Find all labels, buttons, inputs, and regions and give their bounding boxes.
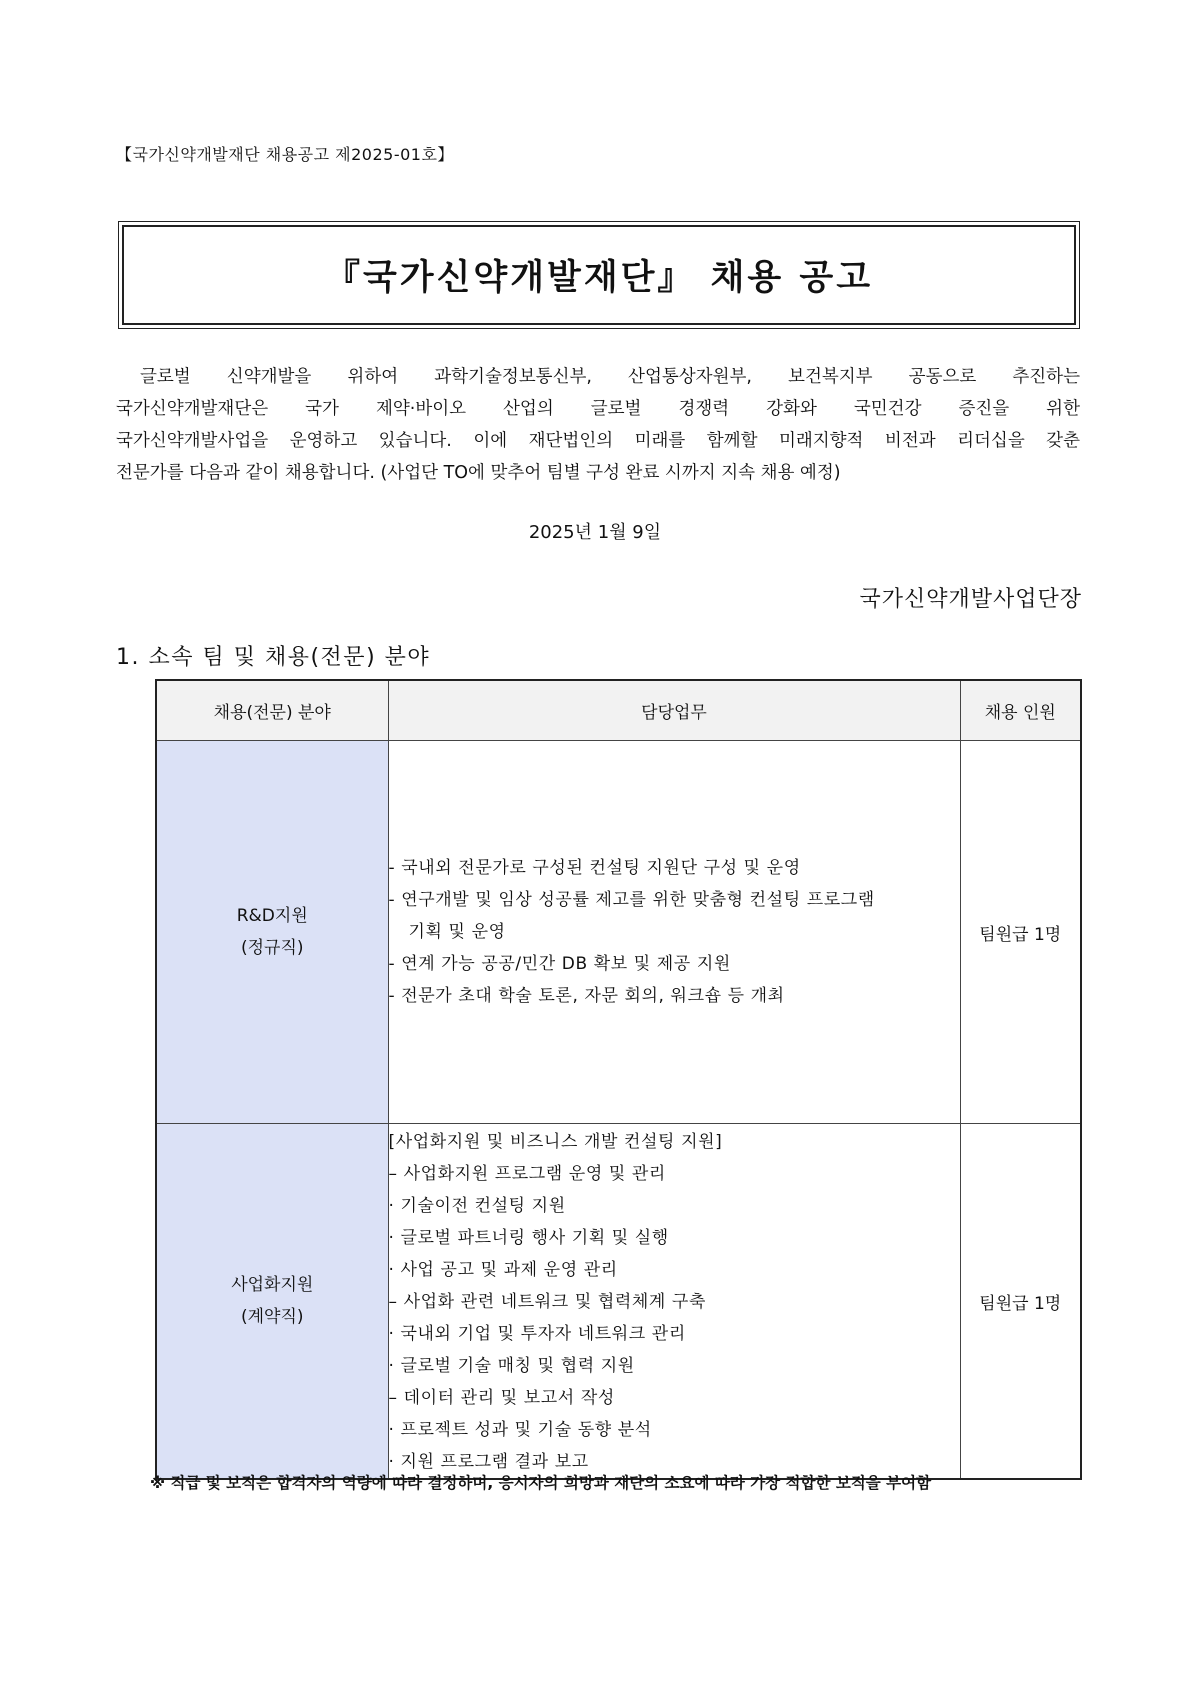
duty-cell <box>388 741 960 1124</box>
jobs-table <box>155 679 1082 1480</box>
duty-item: [사업화지원 및 비즈니스 개발 컨설팅 지원] <box>388 1132 723 1152</box>
duty-item: – 사업화 관련 네트워크 및 협력체계 구축 <box>388 1292 706 1312</box>
title-box <box>118 221 1080 329</box>
duty-cell <box>388 1124 960 1480</box>
table-header-row <box>156 680 1081 741</box>
field-name: R&D지원 <box>236 906 308 926</box>
signer: 국가신약개발사업단장 <box>859 587 1082 612</box>
duty-item: · 국내외 기업 및 투자자 네트워크 관리 <box>388 1324 686 1344</box>
duty-item: – 데이터 관리 및 보고서 작성 <box>388 1388 615 1408</box>
employment-type: (정규직) <box>240 938 304 958</box>
table-row <box>156 741 1081 1124</box>
section-heading: 1. 소속 팀 및 채용(전문) 분야 <box>116 645 431 670</box>
intro-paragraph <box>116 361 1080 489</box>
intro-line: 국가신약개발재단은 국가 제약·바이오 산업의 글로벌 경쟁력 강화와 국민건강 증진을 위한 <box>116 399 1080 419</box>
table-row <box>156 1124 1081 1480</box>
duty-item: · 글로벌 파트너링 행사 기획 및 실행 <box>388 1228 669 1248</box>
duty-item: · 프로젝트 성과 및 기술 동향 분석 <box>388 1420 652 1440</box>
duty-item: - 전문가 초대 학술 토론, 자문 회의, 워크숍 등 개최 <box>388 986 785 1006</box>
count-cell: 팀원급 1명 <box>960 741 1081 1124</box>
duty-item: - 연계 가능 공공/민간 DB 확보 및 제공 지원 <box>388 954 731 974</box>
announcement-date: 2025년 1월 9일 <box>528 522 662 543</box>
duty-item: - 국내외 전문가로 구성된 컨설팅 지원단 구성 및 운영 <box>388 858 801 878</box>
duty-item: · 지원 프로그램 결과 보고 <box>388 1452 589 1472</box>
title-box-inner <box>122 225 1076 325</box>
duty-item: · 글로벌 기술 매칭 및 협력 지원 <box>388 1356 635 1376</box>
field-cell <box>156 741 388 1124</box>
header-duty: 담당업무 <box>388 680 960 741</box>
intro-line: 전문가를 다음과 같이 채용합니다. (사업단 TO에 맞추어 팀별 구성 완료 시까지 지속 채용 예정) <box>116 463 841 483</box>
footnote: ※ 직급 및 보직은 합격자의 역량에 따라 결정하며, 응시자의 희망과 재단의 소요에 따라 가장 적합한 보직을 부여함 <box>150 1474 932 1492</box>
intro-line: 글로벌 신약개발을 위하여 과학기술정보통신부, 산업통상자원부, 보건복지부 공동으로 추진하는 <box>140 367 1080 387</box>
employment-type: (계약직) <box>240 1307 304 1327</box>
duty-item: – 사업화지원 프로그램 운영 및 관리 <box>388 1164 666 1184</box>
field-name: 사업화지원 <box>231 1275 314 1295</box>
notice-number: 【국가신약개발재단 채용공고 제2025-01호】 <box>116 145 454 164</box>
field-cell <box>156 1124 388 1480</box>
duty-item: 기획 및 운영 <box>408 922 506 942</box>
page-title: 『국가신약개발재단』 채용 공고 <box>324 258 874 298</box>
duty-item: · 기술이전 컨설팅 지원 <box>388 1196 566 1216</box>
header-field: 채용(전문) 분야 <box>156 680 388 741</box>
duty-item: - 연구개발 및 임상 성공률 제고를 위한 맞춤형 컨설팅 프로그램 <box>388 890 875 910</box>
duty-item: · 사업 공고 및 과제 운영 관리 <box>388 1260 618 1280</box>
header-count: 채용 인원 <box>960 680 1081 741</box>
intro-line: 국가신약개발사업을 운영하고 있습니다. 이에 재단법인의 미래를 함께할 미래지향적 비전과 리더십을 갖춘 <box>116 431 1080 451</box>
count-cell: 팀원급 1명 <box>960 1124 1081 1480</box>
